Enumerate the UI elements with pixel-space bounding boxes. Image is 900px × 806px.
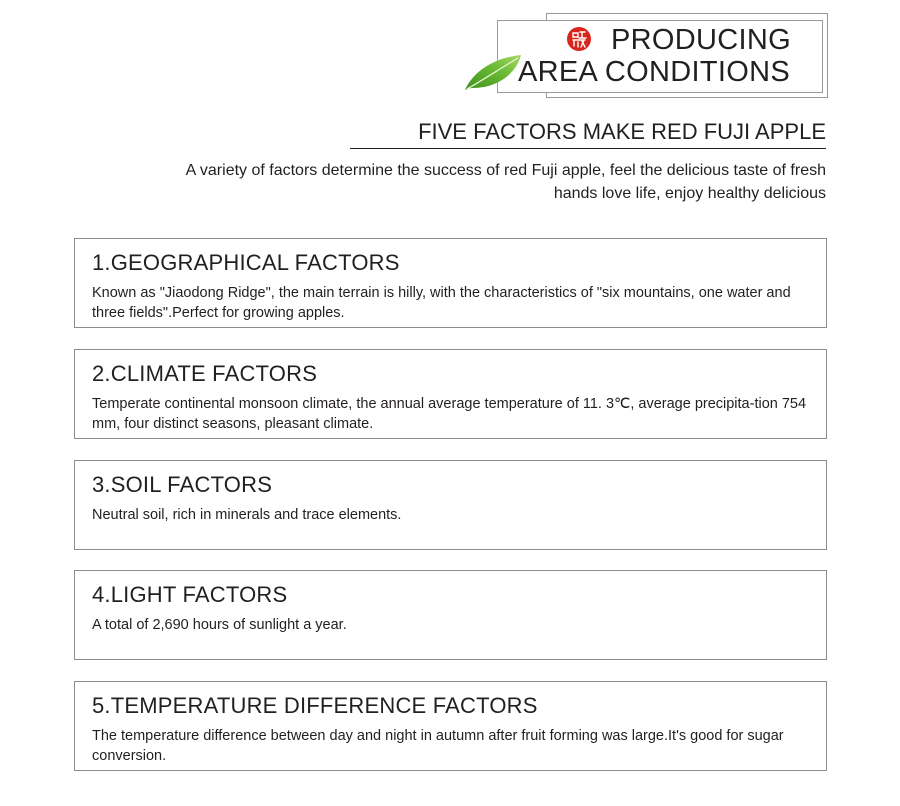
factor-title: 3.SOIL FACTORS [92,472,273,497]
factor-title: 4.LIGHT FACTORS [92,582,288,607]
factor-text: Temperate continental monsoon climate, the annual average temperature of 11. 3℃, average precipita-tion 754 mm, four distinct seasons, pleasant climate. [92,396,807,432]
intro-line-1: A variety of factors determine the success of red Fuji apple, feel the delicious taste of fresh [185,162,826,179]
seal-icon [566,26,592,52]
factor-box-light [74,570,827,660]
leaf-icon [463,52,525,94]
page-title-line-1: PRODUCING [611,24,791,56]
factor-text: A total of 2,690 hours of sunlight a year. [92,617,347,633]
factor-box-geographical [74,238,827,328]
section-heading: FIVE FACTORS MAKE RED FUJI APPLE [418,119,826,144]
factor-title: 1.GEOGRAPHICAL FACTORS [92,250,400,275]
factor-text: Neutral soil, rich in minerals and trace elements. [92,507,402,523]
intro-line-2: hands love life, enjoy healthy delicious [553,185,826,202]
factor-box-soil [74,460,827,550]
factor-box-temperature-difference [74,681,827,771]
factor-title: 5.TEMPERATURE DIFFERENCE FACTORS [92,693,538,718]
factor-text: The temperature difference between day and night in autumn after fruit forming was large.It's good for sugar conversion. [92,728,784,764]
section-divider [350,148,826,149]
factor-title: 2.CLIMATE FACTORS [92,361,318,386]
factor-text: Known as "Jiaodong Ridge", the main terrain is hilly, with the characteristics of "six mountains, one water and three fields".Perfect for growing apples. [92,285,791,321]
page-title-line-2: AREA CONDITIONS [518,56,790,88]
intro-text [126,159,826,205]
factor-box-climate [74,349,827,439]
